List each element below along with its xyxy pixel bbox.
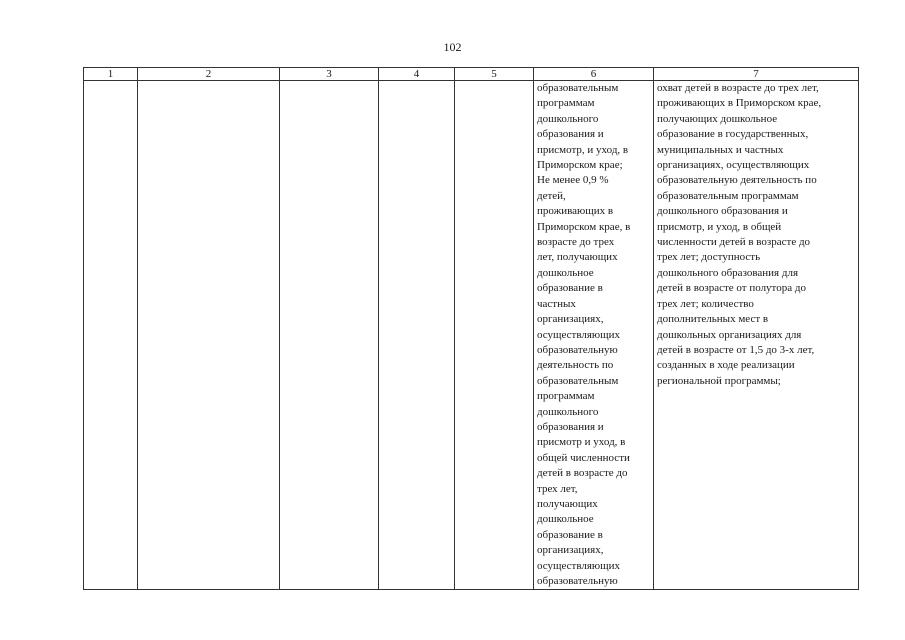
- column-header-4: 4: [379, 68, 455, 81]
- column-header-5: 5: [455, 68, 534, 81]
- column-header-2: 2: [138, 68, 280, 81]
- cell-col-7: охват детей в возрасте до трех лет, проживающих в Приморском крае, получающих дошкольное образование в государственных, муниципальных и частных организациях, осуществляющих образовательную деятельность по образовательным программам дошкольного образования и присмотр, и уход, в общей численности детей в возрасте до трех лет; доступность дошкольного образования для детей в возрасте от полутора до трех лет; количество дополнительных мест в дошкольных организациях для детей в возрасте от 1,5 до 3-х лет, созданных в ходе реализации региональной программы;: [654, 81, 859, 590]
- column-header-1: 1: [84, 68, 138, 81]
- cell-col-5: [455, 81, 534, 590]
- cell-col-6: образовательным программам дошкольного образования и присмотр, и уход, в Приморском крае; Не менее 0,9 % детей, проживающих в Приморском крае, в возрасте до трех лет, получающих дошкольное образование в частных организациях, осуществляющих образовательную деятельность по образовательным программам дошкольного образования и присмотр и уход, в общей численности детей в возрасте до трех лет, получающих дошкольное образование в организациях, осуществляющих образовательную: [534, 81, 654, 590]
- cell-col-3: [280, 81, 379, 590]
- page-number: 102: [443, 40, 462, 54]
- cell-col-4: [379, 81, 455, 590]
- table-header-row: [84, 68, 859, 81]
- column-header-6: 6: [534, 68, 654, 81]
- column-header-7: 7: [654, 68, 859, 81]
- document-table: [83, 67, 859, 590]
- column-header-3: 3: [280, 68, 379, 81]
- cell-col-1: [84, 81, 138, 590]
- cell-col-2: [138, 81, 280, 590]
- table-row: [84, 81, 859, 590]
